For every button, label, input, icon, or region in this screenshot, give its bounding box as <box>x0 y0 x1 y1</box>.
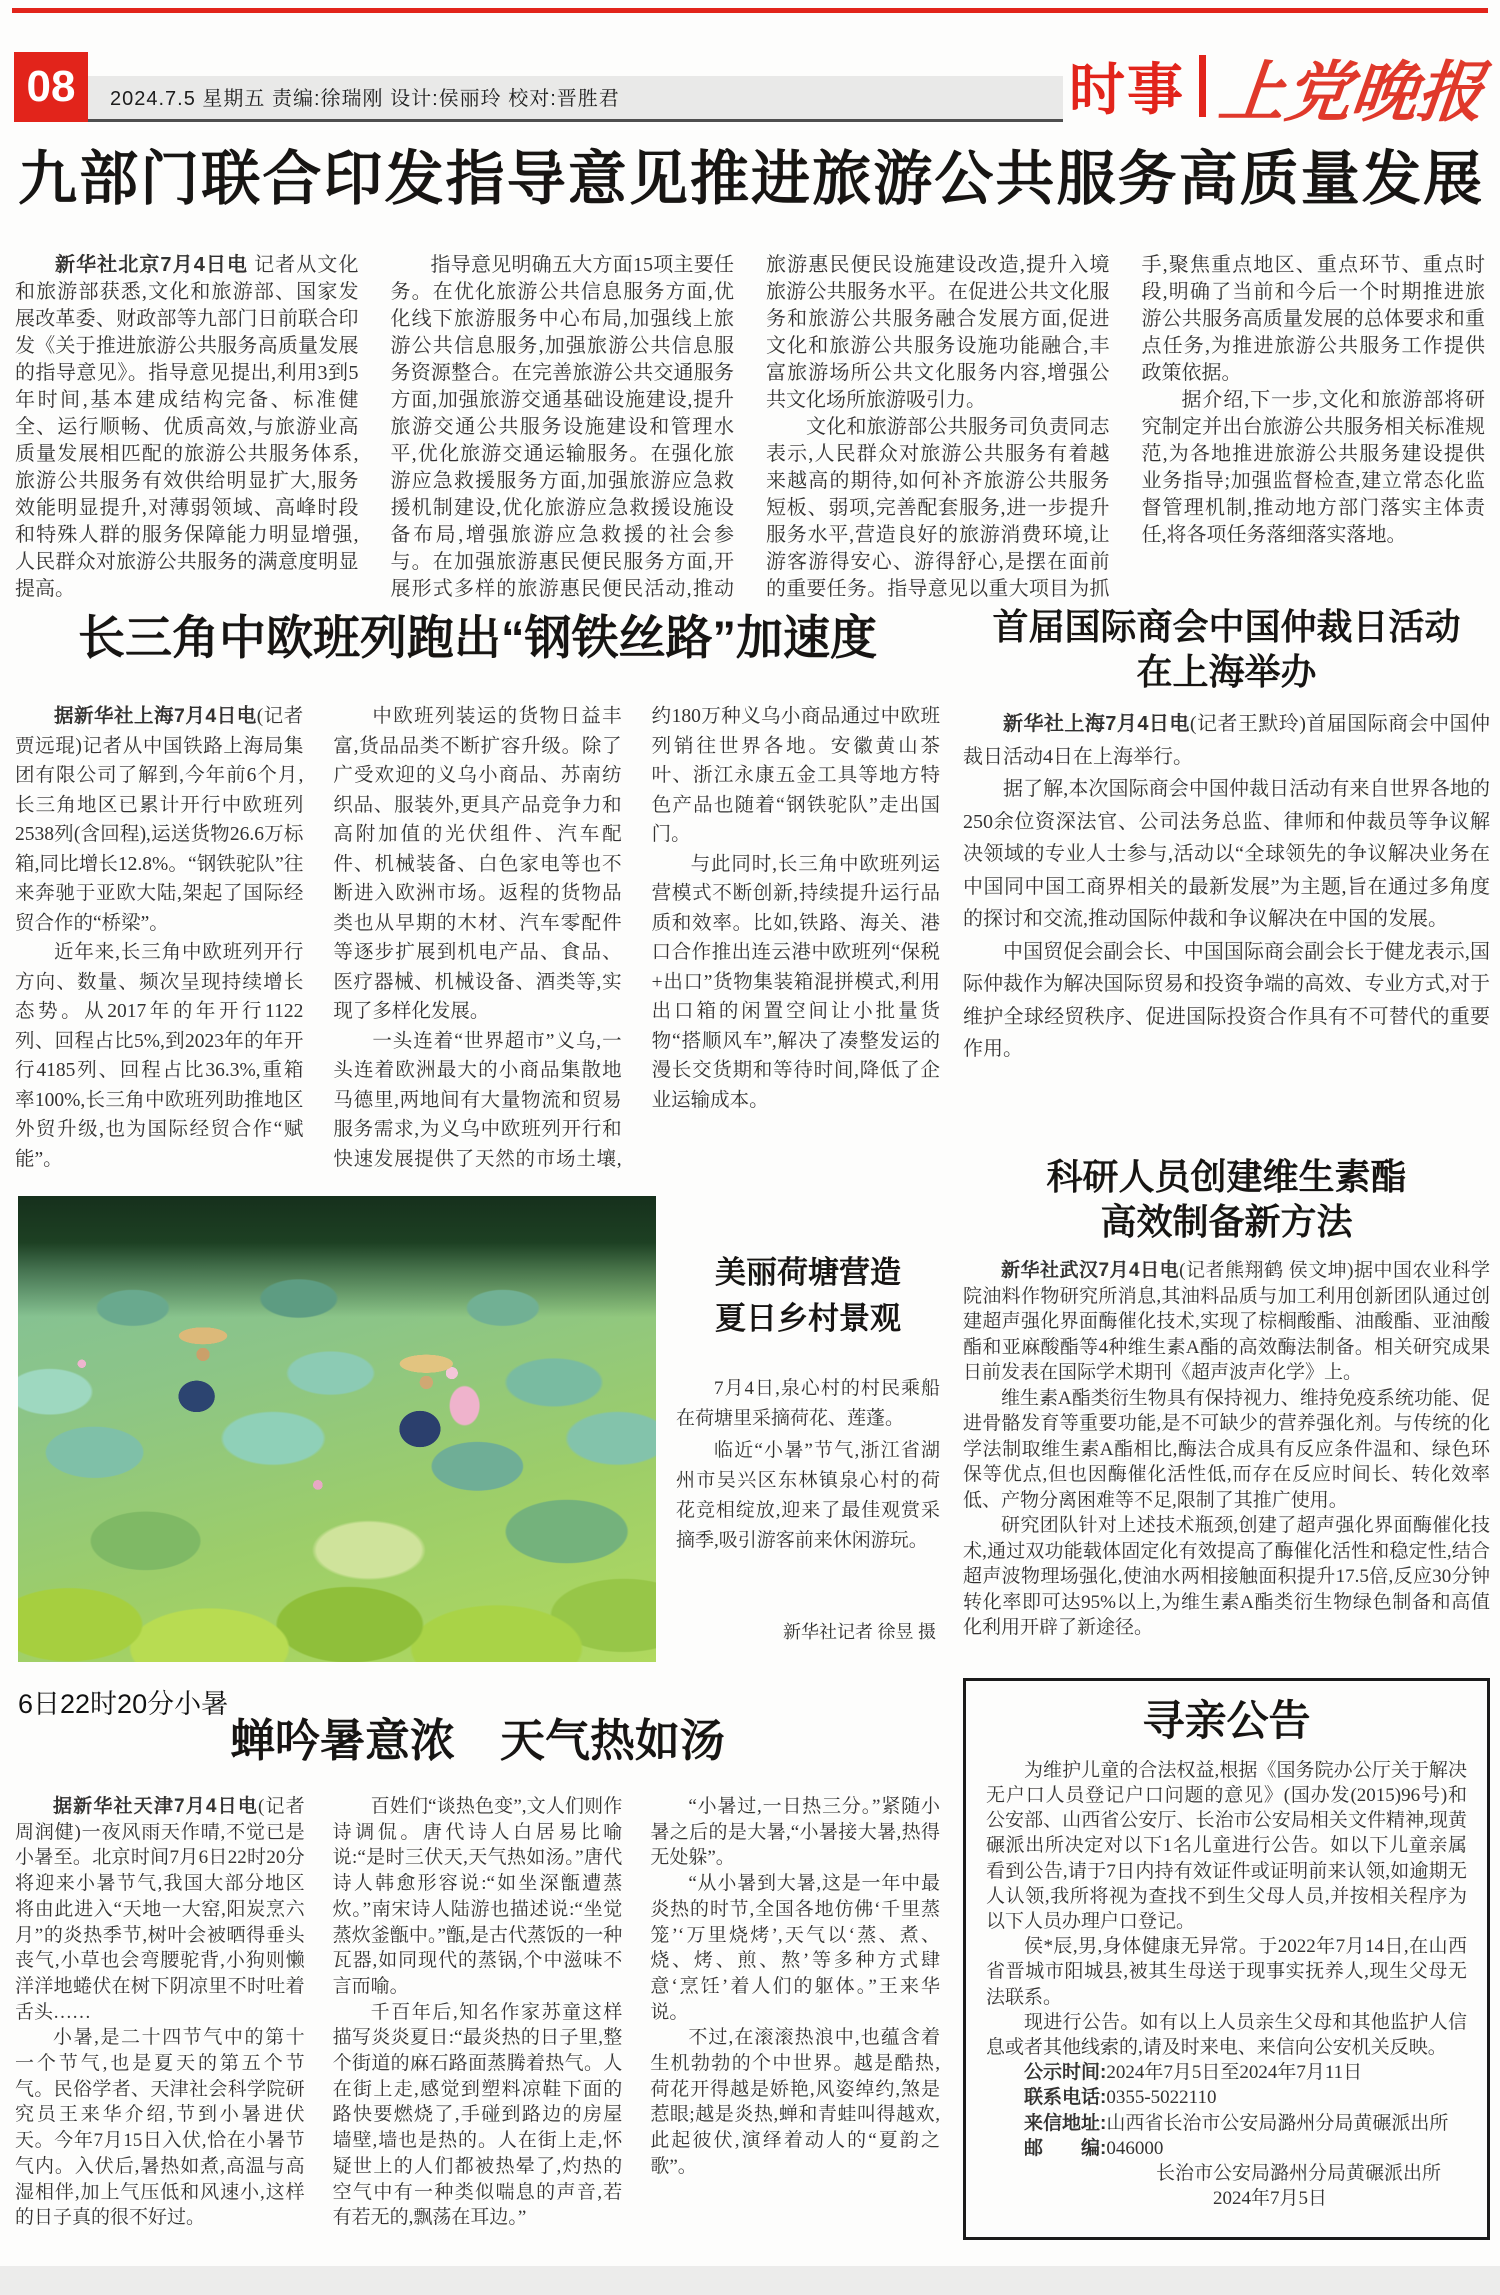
photo-caption-title <box>676 1250 940 1342</box>
heat-article-headline: 蝉吟暑意浓 天气热如汤 <box>229 1715 725 1766</box>
vitamin-body <box>963 1258 1490 1686</box>
paragraph: 近年来,长三角中欧班列开行方向、数量、频次呈现持续增长态势。从2017年的年开行1122列、回程占比5%,到2023年的年开行4185列、回程占比36.3%,重箱率100%,长三角中欧班列助推地区外贸升级,也为国际经贸合作“赋能”。 <box>15 942 304 1170</box>
notice-signature: 长治市公安局潞州分局黄碾派出所 <box>1155 2162 1441 2184</box>
photo-caption-title-line1: 美丽荷塘营造 <box>715 1255 901 1290</box>
paragraph: 中国贸促会副会长、中国国际商会副会长于健龙表示,国际仲裁作为解决国际贸易和投资争端的高效、专业方式,对于维护全球经贸秩序、促进国际投资合作具有不可替代的重要作用。 <box>963 940 1490 1060</box>
paragraph: 百姓们“谈热色变”,文人们则作诗调侃。唐代诗人白居易比喻说:“是时三伏天,天气热如汤。”唐代诗人韩愈形容说:“如坐深甑遭蒸炊。”南宋诗人陆游也描述说:“坐觉蒸炊釜甑中。”甑,是古代蒸饭的一种瓦器,如同现代的蒸锅,个中滋味不言而喻。 <box>332 1796 623 1997</box>
section-label: 时事 <box>1069 58 1185 121</box>
paragraph: 临近“小暑”节气,浙江省湖州市吴兴区东林镇泉心村的荷花竞相绽放,迎来了最佳观赏采摘季,吸引游客前来休闲游玩。 <box>676 1440 940 1551</box>
notice-title: 寻亲公告 <box>1142 1697 1311 1744</box>
notice-body <box>986 1758 1467 2161</box>
page-number-box <box>14 52 88 122</box>
paragraph: 为维护儿童的合法权益,根据《国务院办公厅关于解决无户口人员登记户口问题的意见》(国办发(2015)96号)和公安部、山西省公安厅、长治市公安局相关文件精神,现黄碾派出所决定对以下1名儿童进行公告。如以下儿童亲属看到公告,请于7日内持有效证件或证明前来认领,如逾期无人认领,我所将视为查找不到生父母人员,并按相关程序为以下人员办理户口登记。 <box>986 1759 1467 1932</box>
heat-article-kicker: 6日22时20分小暑 <box>18 1689 229 1719</box>
paragraph: “从小暑到大暑,这是一年中最炎热的时节,全国各地仿佛‘千里蒸笼’‘万里烧烤’,天气以‘蒸、煮、烧、烤、煎、熬’等多种方式肆意‘烹饪’着人们的躯体。”王来华说。 <box>650 1873 940 2023</box>
paragraph: 来信地址:山西省长治市公安局潞州分局黄碾派出所 <box>1024 2112 1449 2134</box>
paragraph: 新华社上海7月4日电(记者王默玲)首届国际商会中国仲裁日活动4日在上海举行。 <box>963 713 1490 768</box>
paragraph: “小暑过,一日热三分。”紧随小暑之后的是大暑,“小暑接大暑,热得无处躲”。 <box>650 1796 940 1869</box>
photo-credit: 新华社记者 徐昱 摄 <box>783 1622 936 1642</box>
paragraph: 文化和旅游部公共服务司负责同志表示,人民群众对旅游公共服务有着越来越高的期待,如何补齐旅游公共服务短板、弱项,完善配套服务,进一步提升服务水平,营造良好的旅游消费环境,让游客游得安心、游得舒心,是摆在面前的重要任务。指导意见以重大项目为抓手,聚焦重点地区、重点环节、重点时段,明确了当前和今后一个时期推进旅游公共服务高质量发展的总体要求和重点任务,为推进旅游公共服务工作提供政策依据。 <box>766 254 1485 600</box>
paragraph: 联系电话:0355-5022110 <box>1024 2087 1217 2109</box>
vitamin-headline-line2: 高效制备新方法 <box>1100 1201 1353 1243</box>
lead-article-body <box>15 252 1485 608</box>
arbitration-headline <box>963 604 1490 695</box>
paragraph: 新华社北京7月4日电 记者从文化和旅游部获悉,文化和旅游部、国家发展改革委、财政部等九部门日前联合印发《关于推进旅游公共服务高质量发展的指导意见》。指导意见提出,利用3到5年时间,基本建成结构完备、标准健全、运行顺畅、优质高效,与旅游业高质量发展相匹配的旅游公共服务体系,旅游公共服务有效供给明显扩大,服务效能明显提升,对薄弱领域、高峰时段和特殊人群的服务保障能力明显增强,人民群众对旅游公共服务的满意度明显提高。 <box>15 254 359 600</box>
notice-sign-date: 2024年7月5日 <box>1212 2188 1327 2210</box>
date-strip: 2024.7.5 星期五 责编:徐瑞刚 设计:侯丽玲 校对:晋胜君 <box>88 76 1063 122</box>
paragraph: 邮 编:046000 <box>1024 2137 1164 2159</box>
paragraph: 新华社武汉7月4日电(记者熊翔鹤 侯文坤)据中国农业科学院油料作物研究所消息,其油料品质与加工利用创新团队通过创建超声强化界面酶催化技术,实现了棕榈酸酯、油酸酯、亚油酸酯和亚麻酸酯等4种维生素A酯的高效酶法制备。相关研究成果日前发表在国际学术期刊《超声波声化学》上。 <box>963 1260 1490 1383</box>
paragraph: 侯*辰,男,身体健康无异常。于2022年7月14日,在山西省晋城市阳城县,被其生母送于现事实抚养人,现生父母无法联系。 <box>986 1936 1467 2008</box>
photo-caption-title-line2: 夏日乡村景观 <box>715 1301 901 1336</box>
page-number: 08 <box>26 62 76 111</box>
masthead-divider <box>1199 55 1206 117</box>
arbitration-headline-line1: 首届国际商会中国仲裁日活动 <box>992 606 1461 647</box>
bottom-gray-band <box>0 2266 1500 2295</box>
paragraph: 中欧班列装运的货物日益丰富,货品品类不断扩容升级。除了广受欢迎的义乌小商品、苏南纺织品、服装外,更具产品竞争力和高附加值的光伏组件、汽车配件、机械装备、白色家电等也不断进入欧洲市场。返程的货物品类也从早期的木材、汽车零配件等逐步扩展到机电产品、食品、医疗器械、机械设备、酒类等,实现了多样化发展。 <box>333 706 622 1022</box>
paragraph: 小暑,是二十四节气中的第十一个节气,也是夏天的第五个节气。民俗学者、天津社会科学院研究员王来华介绍,节到小暑进伏天。今年7月15日入伏,恰在小暑节气内。入伏后,暑热如煮,高温与高湿相伴,加上气压低和风速小,这样的日子真的很不好过。 <box>15 2027 305 2229</box>
masthead <box>1069 26 1488 146</box>
paragraph: 现进行公告。如有以上人员亲生父母和其他监护人信息或者其他线索的,请及时来电、来信向公安机关反映。 <box>986 2011 1467 2058</box>
paragraph: 据新华社天津7月4日电(记者周润健)一夜风雨天作晴,不觉已是小暑至。北京时间7月6日22时20分将迎来小暑节气,我国大部分地区将由此进入“天地一大窑,阳炭烹六月”的炎热季节,树叶会被晒得垂头丧气,小草也会弯腰驼背,小狗则懒洋洋地蜷伏在树下阴凉里不时吐着舌头…… <box>15 1796 305 2023</box>
paragraph: 与此同时,长三角中欧班列运营模式不断创新,持续提升运行品质和效率。比如,铁路、海关、港口合作推出连云港中欧班列“保税+出口”货物集装箱混拼模式,利用出口箱的闲置空间让小批量货物“搭顺风车”,解决了凑整发运的漫长交货期和等待时间,降低了企业运输成本。 <box>651 853 940 1111</box>
masthead-title: 上党晚报 <box>1215 52 1488 131</box>
paragraph: 维生素A酯类衍生物具有保持视力、维持免疫系统功能、促进骨骼发育等重要功能,是不可缺少的营养强化剂。与传统的化学法制取维生素A酯相比,酶法合成具有反应条件温和、绿色环保等优点,但也因酶催化活性低,而存在反应时间长、转化效率低、产物分离困难等不足,限制了其推广使用。 <box>963 1387 1490 1511</box>
arbitration-body <box>963 708 1490 1144</box>
paragraph: 据了解,本次国际商会中国仲裁日活动有来自世界各地的250余位资深法官、公司法务总监、律师和仲裁员等争议解决领域的专业人士参与,活动以“全球领先的争议解决业务在中国同中国工商界相关的最新发展”为主题,旨在通过多角度的探讨和交流,推动国际仲裁和争议解决在中国的发展。 <box>963 778 1490 930</box>
lotus-pond-photo <box>18 1196 656 1662</box>
paragraph: 研究团队针对上述技术瓶颈,创建了超声强化界面酶催化技术,通过双功能载体固定化有效提高了酶催化活性和稳定性,结合超声波物理场强化,使油水两相接触面积提升17.5倍,反应30分钟转化率即可达95%以上,为维生素A酯类衍生物绿色制备和高值化利用开辟了新途径。 <box>963 1515 1490 1638</box>
vitamin-headline <box>963 1154 1490 1245</box>
paragraph: 7月4日,泉心村的村民乘船在荷塘里采摘荷花、莲蓬。 <box>676 1378 940 1429</box>
top-red-rule <box>12 8 1488 13</box>
lead-headline: 九部门联合印发指导意见推进旅游公共服务高质量发展 <box>18 146 1482 212</box>
paragraph: 不过,在滚滚热浪中,也蕴含着生机勃勃的个中世界。越是酷热,荷花开得越是娇艳,风姿绰约,煞是惹眼;越是炎热,蝉和青蛙叫得越欢,此起彼伏,演绎着动人的“夏韵之歌”。 <box>650 2027 940 2177</box>
paragraph: 据介绍,下一步,文化和旅游部将研究制定并出台旅游公共服务相关标准规范,为各地推进旅游公共服务建设提供业务指导;加强监督检查,建立常态化监督管理机制,推动地方部门落实主体责任,将各项任务落细落实落地。 <box>1141 389 1485 546</box>
train-article-body <box>15 702 940 1189</box>
heat-article-body <box>15 1794 940 2264</box>
paragraph: 千百年后,知名作家苏童这样描写炎炎夏日:“最炎热的日子里,整个街道的麻石路面蒸腾着热气。人在街上走,感觉到塑料凉鞋下面的路快要燃烧了,手碰到路边的房屋墙壁,墙也是热的。人在街上走,怀疑世上的人们都被热晕了,灼热的空气中有一种类似喘息的声音,若有若无的,飘荡在耳边。” <box>332 2001 623 2229</box>
paragraph: 一头连着“世界超市”义乌,一头连着欧洲最大的小商品集散地马德里,两地间有大量物流和贸易服务需求,为义乌中欧班列开行和快速发展提供了天然的市场土壤,约180万种义乌小商品通过中欧班列销往世界各地。安徽黄山茶叶、浙江永康五金工具等地方特色产品也随着“钢铁驼队”走出国门。 <box>333 706 940 1170</box>
paragraph: 指导意见明确五大方面15项主要任务。在优化旅游公共信息服务方面,优化线下旅游服务中心布局,加强线上旅游公共信息服务,加强旅游公共信息服务资源整合。在完善旅游公共交通服务方面,加强旅游交通基础设施建设,提升旅游交通公共服务设施建设和管理水平,优化旅游交通运输服务。在强化旅游应急救援服务方面,加强旅游应急救援机制建设,优化旅游应急救援设施设备布局,增强旅游应急救援的社会参与。在加强旅游惠民便民服务方面,开展形式多样的旅游惠民便民活动,推动旅游惠民便民设施建设改造,提升入境旅游公共服务水平。在促进公共文化服务和旅游公共服务融合发展方面,促进文化和旅游公共服务设施功能融合,丰富旅游场所公共文化服务内容,增强公共文化场所旅游吸引力。 <box>390 254 1110 600</box>
photo-caption-text <box>676 1374 940 1556</box>
paragraph: 据新华社上海7月4日电(记者贾远琨)记者从中国铁路上海局集团有限公司了解到,今年前6个月,长三角地区已累计开行中欧班列2538列(含回程),运送货物26.6万标箱,同比增长12.8%。“钢铁驼队”往来奔驰于亚欧大陆,架起了国际经贸合作的“桥梁”。 <box>15 705 304 934</box>
train-article-headline: 长三角中欧班列跑出“钢铁丝路”加速度 <box>78 611 877 664</box>
notice-box <box>963 1678 1490 2240</box>
paragraph: 公示时间:2024年7月5日至2024年7月11日 <box>1024 2062 1363 2084</box>
arbitration-headline-line2: 在上海举办 <box>1136 651 1317 693</box>
vitamin-headline-line1: 科研人员创建维生素酯 <box>1046 1156 1407 1197</box>
photo-caption-block <box>676 1196 940 1662</box>
